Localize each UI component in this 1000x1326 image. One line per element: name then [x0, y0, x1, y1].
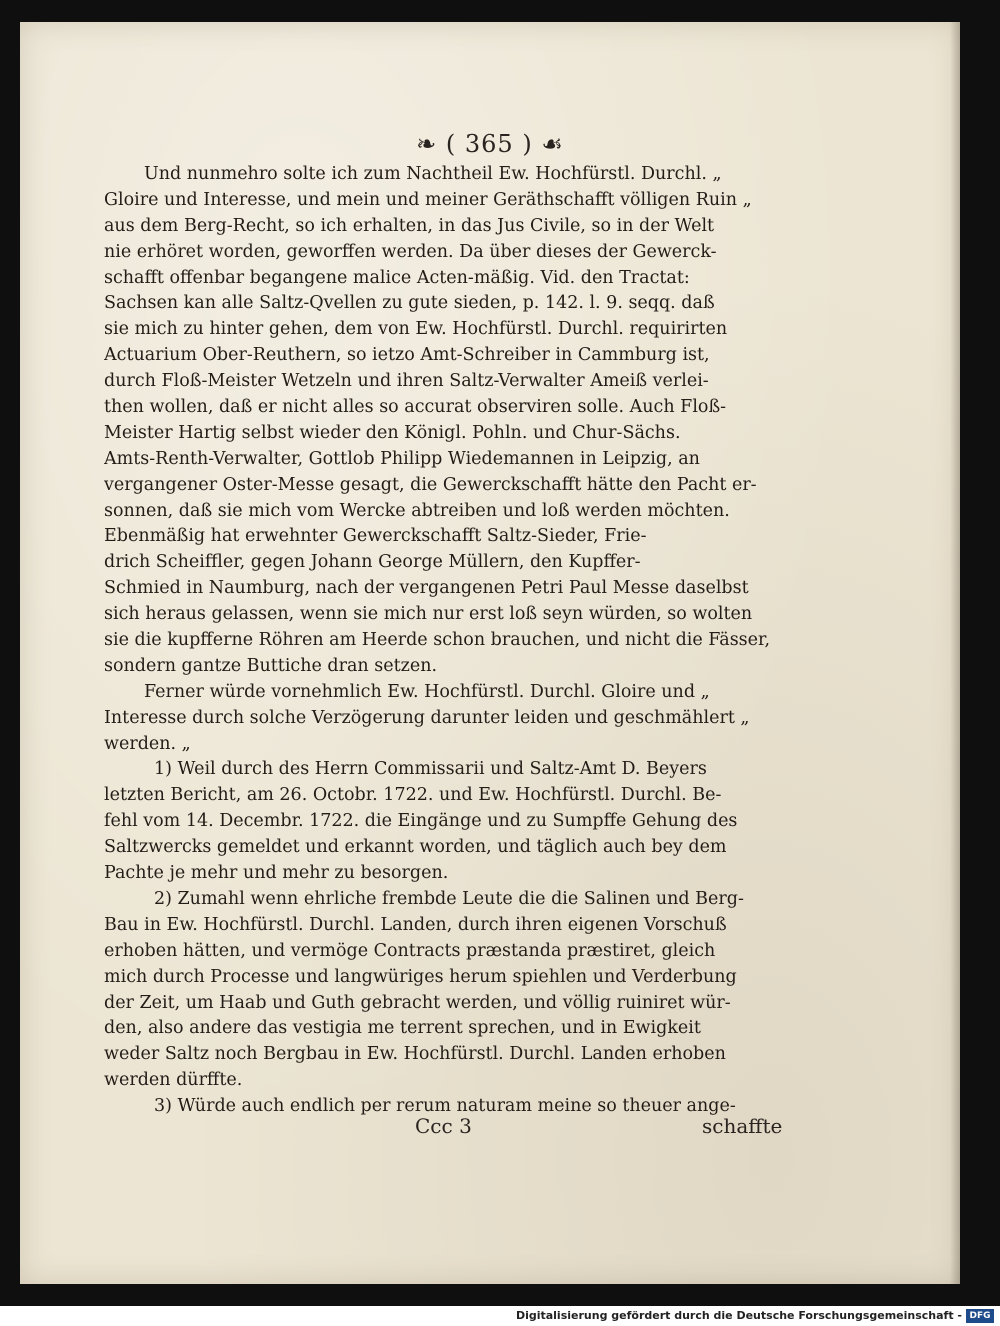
book-page	[20, 22, 960, 1284]
text-line: Ebenmäßig hat erwehnter Gewerckschafft Saltz-Sieder, Frie-	[104, 526, 647, 547]
text-line: sonnen, daß sie mich vom Wercke abtreiben und loß werden möchten.	[104, 500, 730, 521]
text-line: Und nunmehro solte ich zum Nachtheil Ew. Hochfürstl. Durchl. „	[144, 164, 722, 184]
text-line: Pachte je mehr und mehr zu besorgen.	[104, 863, 449, 884]
text-line: der Zeit, um Haab und Guth gebracht werden, und völlig ruiniret wür-	[104, 992, 731, 1013]
dfg-logo-icon: DFG	[966, 1309, 994, 1323]
text-line: sie mich zu hinter gehen, dem von Ew. Hochfürstl. Durchl. requirirten	[104, 319, 728, 340]
text-line: durch Floß-Meister Wetzeln und ihren Saltz-Verwalter Ameiß verlei-	[104, 371, 709, 392]
text-line: Saltzwercks gemeldet und erkannt worden, und täglich auch bey dem	[104, 837, 727, 858]
text-line: 3) Würde auch endlich per rerum naturam meine so theuer ange-	[154, 1096, 736, 1117]
text-line: Sachsen kan alle Saltz-Qvellen zu gute sieden, p. 142. l. 9. seqq. daß	[104, 293, 715, 314]
text-line: schafft offenbar begangene malice Acten-mäßig. Vid. den Tractat:	[104, 267, 690, 288]
text-line: nie erhöret worden, geworffen werden. Da über dieses der Gewerck-	[104, 241, 717, 262]
text-line: letzten Bericht, am 26. Octobr. 1722. und Ew. Hochfürstl. Durchl. Be-	[104, 785, 722, 806]
text-line: Bau in Ew. Hochfürstl. Durchl. Landen, durch ihren eigenen Vorschuß	[104, 914, 727, 935]
text-line: fehl vom 14. Decembr. 1722. die Eingänge und zu Sumpffe Gehung des	[104, 811, 738, 832]
text-line: 2) Zumahl wenn ehrliche frembde Leute die die Salinen und Berg-	[154, 888, 744, 909]
text-line: sondern gantze Buttiche dran setzen.	[104, 655, 438, 676]
text-line: then wollen, daß er nicht alles so accurat observiren solle. Auch Floß-	[104, 397, 727, 418]
page-number: ( 365 )	[445, 130, 533, 158]
page-edge-shadow	[950, 22, 960, 1284]
text-line: mich durch Processe und langwüriges herum spiehlen und Verderbung	[104, 966, 737, 987]
text-line: Ferner würde vornehmlich Ew. Hochfürstl. Durchl. Gloire und „	[144, 681, 710, 702]
text-line: Meister Hartig selbst wieder den Königl. Pohln. und Chur-Sächs.	[104, 422, 681, 443]
text-line: Interesse durch solche Verzögerung darunter leiden und geschmählert „	[104, 707, 750, 728]
text-line: vergangener Oster-Messe gesagt, die Gewerckschafft hätte den Pacht er-	[104, 474, 757, 495]
text-line: Amts-Renth-Verwalter, Gottlob Philipp Wiedemannen in Leipzig, an	[104, 448, 700, 469]
catchword: schaffte	[702, 1114, 783, 1138]
text-line: den, also andere das vestigia me terrent sprechen, und in Ewigkeit	[104, 1018, 701, 1039]
text-line: Gloire und Interesse, und mein und meiner Geräthschafft völligen Ruin „	[104, 189, 752, 210]
text-line: 1) Weil durch des Herrn Commissarii und Saltz-Amt D. Beyers	[154, 759, 707, 780]
ornament-left-icon: ❧	[416, 130, 438, 158]
text-line: sie die kupfferne Röhren am Heerde schon brauchen, und nicht die Fässer,	[104, 630, 771, 651]
text-line: Schmied in Naumburg, nach der vergangenen Petri Paul Messe daselbst	[104, 578, 749, 599]
text-line: aus dem Berg-Recht, so ich erhalten, in das Jus Civile, so in der Welt	[104, 215, 715, 236]
text-line: werden dürffte.	[104, 1070, 243, 1091]
text-line: drich Scheiffler, gegen Johann George Müllern, den Kupffer-	[104, 552, 641, 573]
funding-bar	[0, 1306, 1000, 1326]
text-line: werden. „	[104, 733, 191, 754]
ornament-right-icon: ☙	[541, 130, 564, 158]
signature-mark: Ccc 3	[415, 1114, 472, 1138]
text-line: erhoben hätten, und vermöge Contracts præstanda præstiret, gleich	[104, 940, 716, 961]
text-line: weder Saltz noch Bergbau in Ew. Hochfürstl. Durchl. Landen erhoben	[104, 1044, 726, 1065]
text-line: Actuarium Ober-Reuthern, so ietzo Amt-Schreiber in Cammburg ist,	[104, 345, 710, 366]
funding-notice: Digitalisierung gefördert durch die Deutsche Forschungsgemeinschaft -	[515, 1309, 962, 1322]
body-text	[104, 162, 774, 1120]
text-line: sich heraus gelassen, wenn sie mich nur erst loß seyn würden, so wolten	[104, 604, 753, 625]
page-header	[20, 130, 960, 158]
